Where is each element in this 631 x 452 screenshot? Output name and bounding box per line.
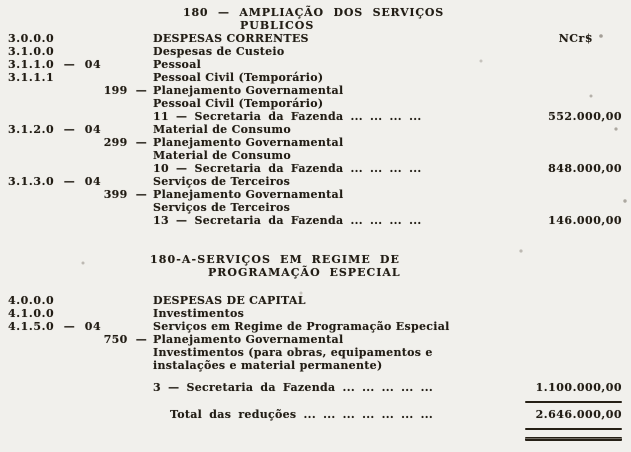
amount-value: 146.000,00 [548, 214, 622, 227]
budget-line-secretaria-10 [0, 162, 631, 175]
entry-text: Pessoal Civil (Temporário) [153, 97, 324, 110]
total-line [0, 408, 631, 421]
budget-line-4100 [0, 307, 631, 320]
classification-code: 4.0.0.0 [8, 294, 55, 307]
budget-line [0, 97, 631, 110]
program-180-heading [0, 19, 631, 32]
budget-line-3130 [0, 175, 631, 188]
classification-code: 3.1.2.0 — 04 [8, 123, 102, 136]
closing-double-rule [0, 437, 631, 441]
program-180-heading-line2: PUBLICOS [240, 19, 315, 32]
program-750-line [0, 333, 631, 346]
entry-text: Planejamento Governamental [153, 188, 344, 201]
program-180a-heading-line1: 180-A-SERVIÇOS EM REGIME DE [150, 253, 400, 266]
budget-line-3111 [0, 71, 631, 84]
classification-code: 4.1.0.0 [8, 307, 55, 320]
budget-line-3120 [0, 123, 631, 136]
budget-line-secretaria-13 [0, 214, 631, 227]
entry-text: 13 — Secretaria da Fazenda ... ... ... ... [153, 214, 422, 227]
entry-text: DESPESAS DE CAPITAL [153, 294, 306, 307]
entry-text: Material de Consumo [153, 149, 291, 162]
amount-value: 552.000,00 [548, 110, 622, 123]
budget-line [0, 359, 631, 372]
program-199-line [0, 84, 631, 97]
entry-text: Investimentos [153, 307, 245, 320]
program-number: 199 — [103, 84, 147, 97]
classification-code: 3.1.0.0 [8, 45, 55, 58]
entry-text: 3 — Secretaria da Fazenda ... ... ... ... ... [153, 381, 434, 394]
entry-text: Pessoal [153, 58, 202, 71]
amount-value: 848.000,00 [548, 162, 622, 175]
budget-line-3110 [0, 58, 631, 71]
program-180-heading-line1: 180 — AMPLIAÇÃO DOS SERVIÇOS [183, 6, 445, 19]
rule-bar [525, 428, 622, 430]
entry-text: Investimentos (para obras, equipamentos e [153, 346, 433, 359]
program-180a-heading-line2: PROGRAMAÇÃO ESPECIAL [208, 266, 401, 279]
entry-text: Serviços de Terceiros [153, 201, 291, 214]
entry-text: Material de Consumo [153, 123, 291, 136]
budget-line [0, 346, 631, 359]
entry-text: Pessoal Civil (Temporário) [153, 71, 324, 84]
entry-text: Serviços de Terceiros [153, 175, 291, 188]
entry-text: instalações e material permanente) [153, 359, 383, 372]
budget-line-4000 [0, 294, 631, 307]
classification-code: 3.1.1.0 — 04 [8, 58, 102, 71]
currency-label: NCr$ [558, 32, 593, 45]
budget-line [0, 149, 631, 162]
entry-text: Serviços em Regime de Programação Especial [153, 320, 450, 333]
entry-text: DESPESAS CORRENTES [153, 32, 309, 45]
entry-text: 11 — Secretaria da Fazenda ... ... ... ... [153, 110, 422, 123]
budget-line-secretaria-11 [0, 110, 631, 123]
rule-bar [525, 401, 622, 403]
program-180-heading [0, 6, 631, 19]
amount-value: 1.100.000,00 [535, 381, 622, 394]
program-399-line [0, 188, 631, 201]
total-rule [0, 428, 631, 430]
rule-bar [525, 437, 622, 441]
classification-code: 3.1.3.0 — 04 [8, 175, 102, 188]
entry-text: Despesas de Custeio [153, 45, 285, 58]
program-180a-heading [0, 266, 631, 279]
entry-text: Planejamento Governamental [153, 84, 344, 97]
budget-line-secretaria-3 [0, 381, 631, 394]
budget-line [0, 201, 631, 214]
total-amount-value: 2.646.000,00 [535, 408, 622, 421]
program-299-line [0, 136, 631, 149]
budget-line-4150 [0, 320, 631, 333]
subtotal-rule [0, 401, 631, 403]
entry-text: 10 — Secretaria da Fazenda ... ... ... ... [153, 162, 422, 175]
program-number: 399 — [103, 188, 147, 201]
budget-line-3100 [0, 45, 631, 58]
program-number: 299 — [103, 136, 147, 149]
classification-code: 4.1.5.0 — 04 [8, 320, 102, 333]
entry-text: Planejamento Governamental [153, 136, 344, 149]
total-label: Total das reduções ... ... ... ... ... ... ... [170, 408, 434, 421]
program-180a-heading [0, 253, 631, 266]
scan-noise [0, 0, 2, 2]
classification-code: 3.1.1.1 [8, 71, 55, 84]
budget-line-3000 [0, 32, 631, 45]
classification-code: 3.0.0.0 [8, 32, 55, 45]
program-number: 750 — [103, 333, 147, 346]
entry-text: Planejamento Governamental [153, 333, 344, 346]
